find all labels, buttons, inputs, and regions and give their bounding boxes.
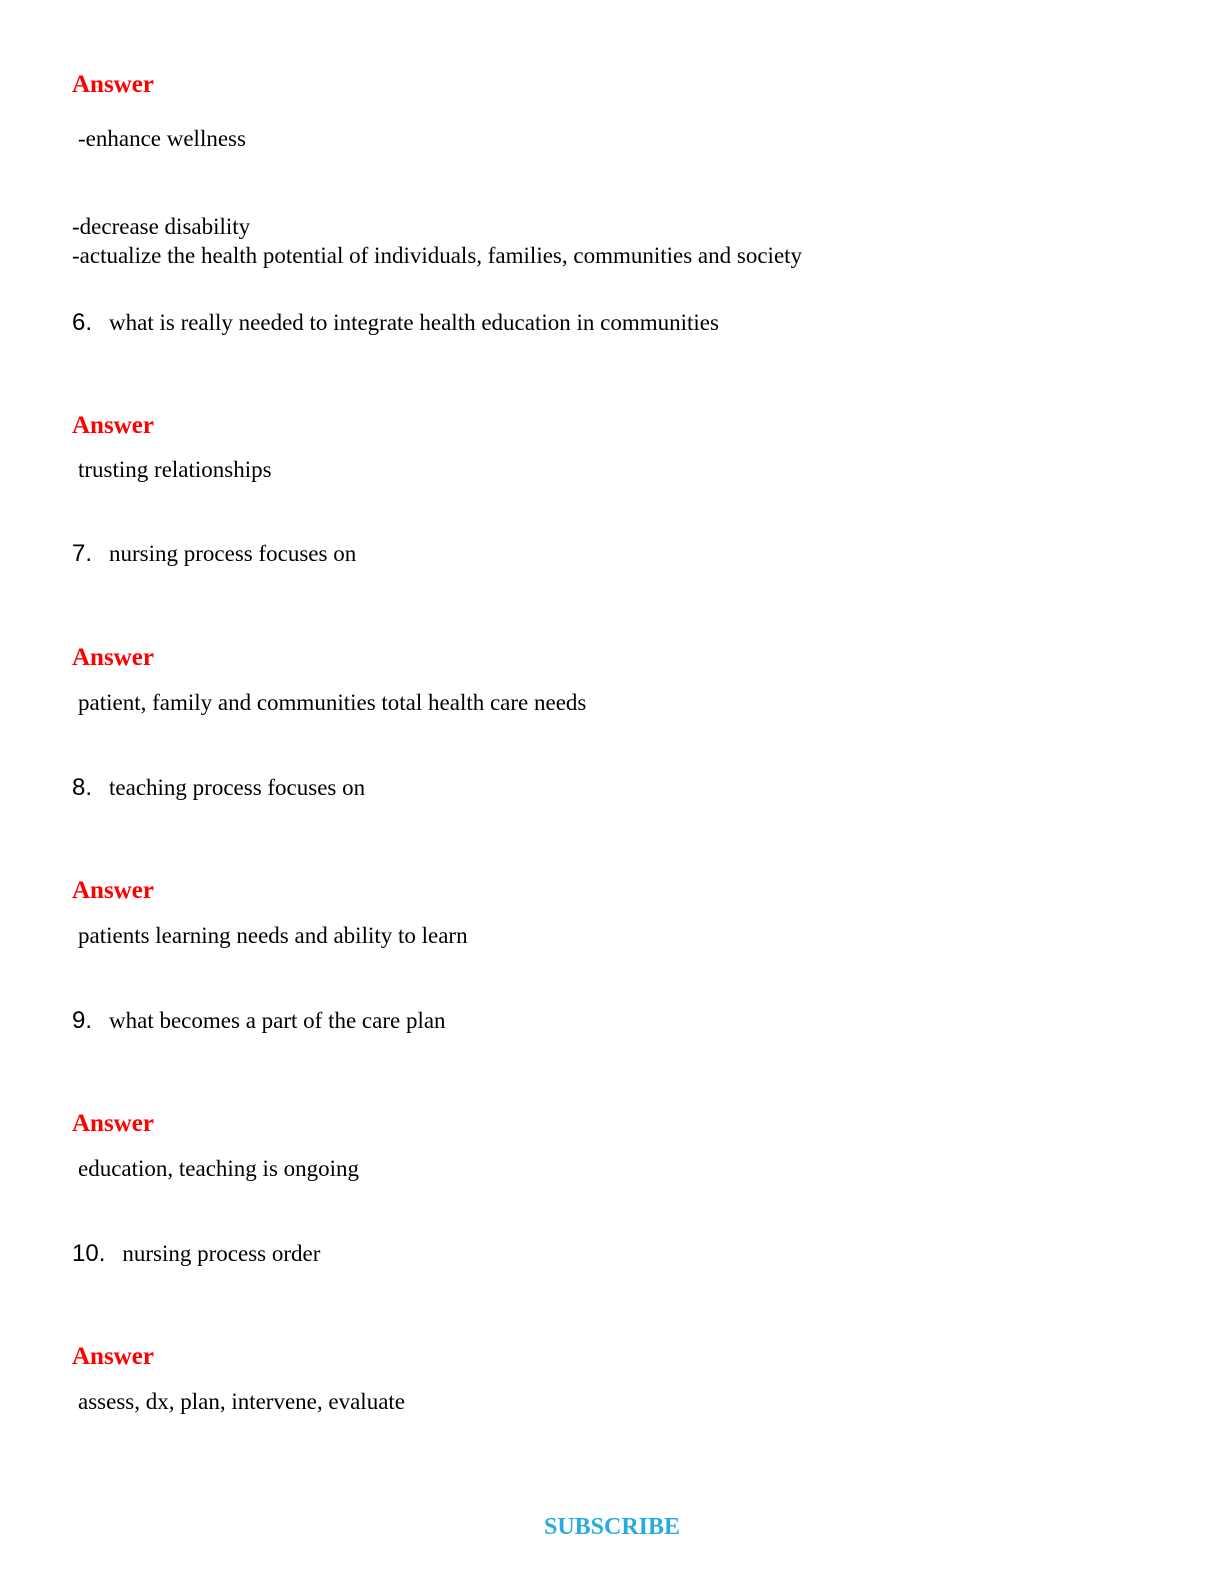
question-item: [72, 308, 719, 338]
question-number: 6.: [72, 309, 93, 336]
question-text: nursing process focuses on: [109, 541, 357, 566]
answer-text: education, teaching is ongoing: [78, 1156, 360, 1181]
answer-text-group: [72, 212, 802, 270]
question-number: 8.: [72, 774, 93, 801]
question-number: 7.: [72, 540, 93, 567]
answer-heading: Answer: [72, 1343, 154, 1370]
question-item: [72, 1006, 446, 1036]
footer: [0, 1514, 1224, 1541]
answer-heading: Answer: [72, 412, 154, 439]
question-text: what becomes a part of the care plan: [109, 1008, 446, 1033]
answer-heading: Answer: [72, 877, 154, 904]
question-number: 10.: [72, 1240, 106, 1267]
question-text: nursing process order: [122, 1241, 321, 1266]
question-text: teaching process focuses on: [109, 775, 366, 800]
answer-line: -actualize the health potential of individuals, families, communities and society: [72, 243, 803, 268]
question-item: [72, 773, 365, 803]
answer-heading: Answer: [72, 644, 154, 671]
answer-text: patient, family and communities total health care needs: [78, 690, 587, 715]
answer-text: assess, dx, plan, intervene, evaluate: [78, 1389, 405, 1414]
question-item: [72, 1239, 320, 1269]
answer-heading: Answer: [72, 1110, 154, 1137]
question-item: [72, 539, 356, 569]
answer-text: patients learning needs and ability to learn: [78, 923, 468, 948]
question-text: what is really needed to integrate health education in communities: [109, 310, 719, 335]
subscribe-link[interactable]: SUBSCRIBE: [543, 1514, 681, 1540]
answer-heading: Answer: [72, 71, 154, 98]
answer-text: trusting relationships: [78, 457, 272, 482]
answer-text: -enhance wellness: [78, 126, 246, 151]
answer-line: -decrease disability: [72, 214, 251, 239]
question-number: 9.: [72, 1007, 93, 1034]
